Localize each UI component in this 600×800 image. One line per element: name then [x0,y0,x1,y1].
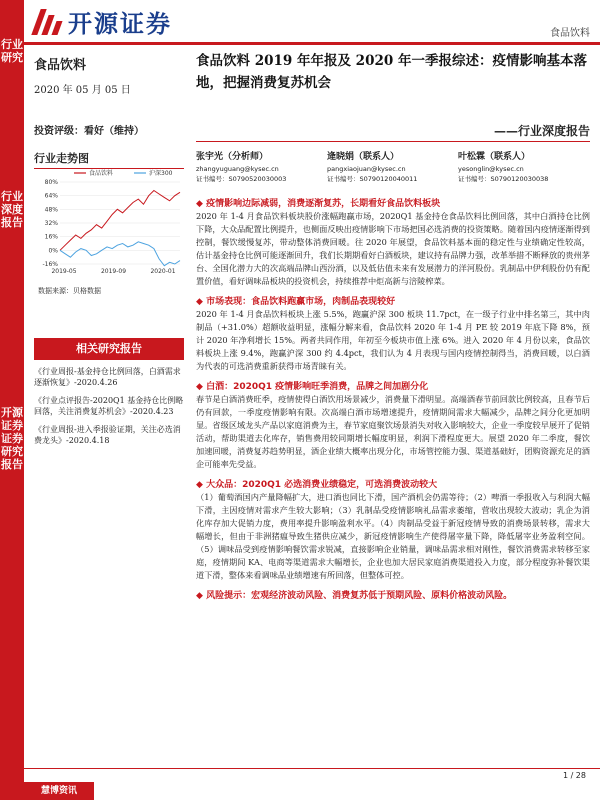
author-cert: 证书编号：S0790520030003 [196,175,287,183]
report-subtitle: ——行业深度报告 [493,124,590,138]
x-tick-label: 2019-09 [100,268,127,275]
y-tick-label: 32% [44,220,58,227]
series-line [60,191,180,251]
related-report-item[interactable]: 《行业周报-进入季报验证期，关注必选消费龙头》-2020.4.18 [34,425,181,445]
risk-warning: ◆ 风险提示：宏观经济波动风险、消费复苏低于预期风险、原料价格波动风险。 [196,590,590,602]
legend-label: 食品饮料 [89,170,114,177]
section-heading: ◆ 白酒：2020Q1 疫情影响旺季消费，品牌之间加剧分化 [196,381,590,393]
report-body [196,198,590,602]
left-sidebar [0,0,24,800]
y-tick-label: 64% [44,192,58,200]
trend-chart-title: 行业走势图 [34,150,184,169]
report-date: 2020 年 05 月 05 日 [34,85,131,96]
section-heading: ◆ 大众品：2020Q1 必选消费业绩稳定，可选消费波动较大 [196,479,590,491]
author-card [196,152,327,184]
section-heading: ◆ 市场表现：食品饮料跑赢市场，肉制品表现较好 [196,296,590,308]
related-reports-title: 相关研究报告 [34,338,184,360]
related-reports-list [34,366,184,453]
authors-divider [196,141,590,142]
brand-logo [32,4,172,39]
logo-icon [32,7,62,37]
section-text: 2020 年 1-4 月食品饮料板块股价涨幅跑赢市场，2020Q1 基金持仓食品饮料比例回落，其中白酒持仓比例下降，大众品配置比例提升，也侧面反映出疫情影响下市场把国必选消费的投资策略。随着国内疫情逐渐得到控制，餐饮缓慢复苏，带动整体消费回暖。往 2020 年展望，食品饮料基本面的稳定性与业绩确定性较高，估计基金持仓比例可能逐渐回升，我们长期期看好白酒板块，建议持有品牌力强，改革举措不断释放的贵州茅台、全国化潜力大的次高端品牌山西汾酒，以及低估值未来有发展潜力的洋河股份。乳制品中伊利股份仍有配置价值，看好调味品板块的投资机会，持续推荐中炬高新与涪陵榨菜。 [196,211,590,286]
investment-rating: 投资评级：看好（维持） [34,126,144,137]
author-cert: 证书编号：S0790120040011 [327,175,418,183]
page-number: 1 / 28 [562,771,586,780]
author-name: 逄晓娟（联系人） [327,152,400,162]
author-card [327,152,458,184]
report-title: 食品饮料 2019 年年报及 2020 年一季报综述：疫情影响基本落地，把握消费复苏机会 [196,53,587,91]
footer-brand: 慧博资讯 [24,782,94,800]
trend-chart [34,168,184,278]
section-heading: ◆ 疫情影响边际减弱，消费逐渐复苏，长期看好食品饮料板块 [196,198,590,210]
section-text: 2020 年 1-4 月食品饮料板块上涨 5.5%，跑赢沪深 300 板块 11.7pct，在一级子行业中排名第三，其中肉制品（+31.0%）超额收益明显，涨幅分解来看，食品饮料 2020 年 1-4 月 PE 较 2019 年底下降 8%，预计 2020 年净利增长 15%。两者共同作用，年初至今板块市值上涨 6%。进入 2020 年 4 月份以来，食品饮料板块上涨 9.4%，跑赢沪深 300 约 4.4pct，我们认为 4 月表现与国内疫情控制得当，消费回暖，以白酒为代表的可选消费重新获得市场青睐有关。 [196,309,590,371]
related-report-item[interactable]: 《行业周报-基金持仓比例回落，白酒需求逐渐恢复》-2020.4.26 [34,367,181,387]
chart-source: 数据来源：贝格数据 [38,287,101,295]
legend-label: 沪深300 [149,170,173,177]
sector-name: 食品饮料 [34,58,87,73]
brand-name: 开源证券 [68,10,172,38]
sidebar-label-top: 行业研究 [1,38,23,64]
section-text: （1）葡萄酒国内产量降幅扩大，进口酒也同比下滑，国产酒机会仍需等待；（2）啤酒一季报收入与利润大幅下滑，主因疫情对需求产生较大影响；（3）乳制品受疫情影响礼品需求萎缩，营收出现较大波动；乳企为消化库存加大促销力度，费用率提升影响盈利水平。（4）肉制品受益于新冠疫情导致的消费场景转移，需求大幅增长，但由于非洲猪瘟导致生猪供应减少，新冠疫情影响生产使得屠宰量下降，降低屠宰业务盈利空间。（5）调味品受到疫情影响餐饮需求锐减，直接影响企业销量，调味品需求相对刚性，餐饮消费需求转移至家庭，疫情期间 KA、电商等渠道需求大幅增长，企业也加大居民家庭消费渠道投入力度，部分程度弥补餐饮渠道下滑，整体来看调味品业绩增速有所回落，但整体可控。 [196,492,590,580]
author-email[interactable]: yesonglin@kysec.cn [458,165,524,173]
authors [196,152,590,184]
author-card [458,152,589,184]
author-cert: 证书编号：S0790120030038 [458,175,549,183]
author-name: 张宇光（分析师） [196,152,269,162]
left-info [34,54,184,137]
main-header [196,50,590,94]
footer-divider [24,768,600,769]
sidebar-label-middle: 行业深度报告 [1,190,23,229]
y-tick-label: 48% [44,206,58,214]
section-text: 春节是白酒消费旺季，疫情使得白酒饮用场景减少，消费量下滑明显。高端酒春节前回款比例较高，且春节后仍有回款，一季度疫情影响有限。次高端白酒市场增速提升，疫情期间需求大幅减少，品牌之间分化更加明显。省级区域龙头产品以家庭消费为主，春节家庭聚饮场景消失对收入影响较大，企业一季度较早展开了促销活动，帮助渠道去化库存，销售费用较同期增长幅度明显，利润下滑程度更大。展望 2020 年二季度，餐饮加速回暖，消费复苏趋势明显，酒企业绩大概率出现分化，市场管控能力强、渠道基础好，团购资源充足的酒企可能率先受益。 [196,394,590,469]
author-email[interactable]: zhangyuguang@kysec.cn [196,165,279,173]
sidebar-label-bottom: 开源证券 证券研究报告 [1,406,23,471]
related-report-item[interactable]: 《行业点评报告-2020Q1 基金持仓比例略回落，关注消费复苏机会》-2020.4.23 [34,396,184,416]
x-tick-label: 2019-05 [51,268,77,275]
author-name: 叶松霖（联系人） [458,152,531,162]
y-tick-label: 80% [44,179,58,186]
x-tick-label: 2020-01 [150,268,176,275]
y-tick-label: 0% [48,247,58,255]
author-email[interactable]: pangxiaojuan@kysec.cn [327,165,406,173]
header [24,0,600,44]
y-tick-label: 16% [44,233,58,241]
header-divider [24,42,600,45]
y-tick-label: -16% [42,261,58,268]
header-category: 食品饮料 [550,28,590,39]
series-line [60,242,180,266]
